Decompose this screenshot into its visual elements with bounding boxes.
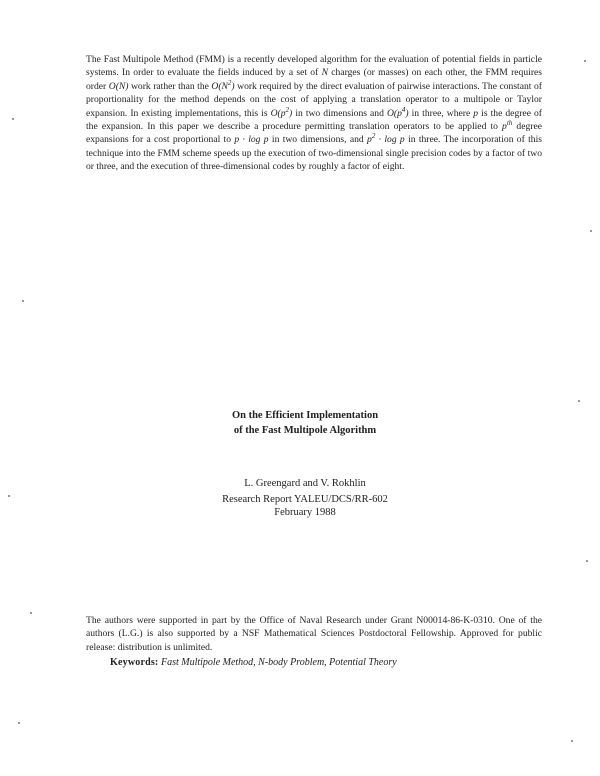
- keywords-line: [110, 656, 550, 669]
- abstract-text-6: in three, where: [411, 107, 471, 119]
- scan-speck: [22, 300, 24, 302]
- scan-speck: [578, 400, 580, 402]
- math-p-log-p: p · log p: [234, 134, 269, 146]
- abstract-text-10: in three. The incorporation of this technique into the FMM scheme speeds up the execution of two-dimensional single precision codes by a factor of two or three, and the execution of three-dimensional codes by roughly a factor of eight.: [86, 134, 542, 173]
- title-line-2: of the Fast Multipole Algorithm: [233, 424, 377, 436]
- scan-speck: [571, 740, 573, 742]
- scan-speck: [8, 495, 10, 497]
- abstract-text-3: work rather than the: [131, 80, 209, 92]
- author-block: [160, 477, 450, 520]
- scan-speck: [590, 230, 592, 232]
- author-names: L. Greengard and V. Rokhlin: [244, 478, 366, 489]
- abstract-text-7: is the degree of the expansion. In this paper we describe a procedure permitting translation operators to be applied to: [86, 107, 542, 133]
- report-number: Research Report YALEU/DCS/RR-602: [222, 493, 388, 505]
- math-order-N2: $O(N^2)$: [211, 78, 235, 92]
- abstract-text-8: degree expansions for a cost proportional to: [86, 121, 542, 146]
- math-p: p: [473, 107, 479, 119]
- scan-speck: [30, 612, 32, 614]
- math-order-p4: $O(p^4)$: [386, 105, 409, 119]
- math-p2-log-p: $p^2 \cdot \log p$: [367, 132, 405, 146]
- abstract-paragraph: [86, 53, 542, 174]
- scan-speck: [586, 560, 588, 562]
- keywords-label: Keywords:: [110, 657, 159, 668]
- keywords-list: Fast Multipole Method, N-body Problem, Potential Theory: [160, 657, 397, 668]
- scan-speck: [12, 118, 14, 120]
- scan-speck: [18, 722, 20, 724]
- title-line-1: On the Efficient Implementation: [231, 410, 379, 421]
- abstract-text-4: work required by the direct evaluation of pairwise interactions. The constant of proportionality for the method depends on the cost of applying a translation operator to a multipole or Taylor expansion. In existing implementations, this is: [86, 80, 542, 119]
- math-N: N: [321, 67, 328, 79]
- math-order-p2: $O(p^2)$: [270, 105, 293, 119]
- paper-title: [160, 409, 450, 438]
- scan-speck: [584, 60, 586, 62]
- abstract-text-5: in two dimensions and: [295, 107, 384, 119]
- abstract-text-2: charges (or masses) on each other, the FMM requires order: [86, 67, 543, 92]
- math-order-N: O(N): [108, 80, 129, 92]
- math-p-th: $p^{th}$: [502, 118, 513, 133]
- report-date: February 1988: [274, 507, 336, 518]
- abstract-text-9: in two dimensions, and: [271, 134, 364, 146]
- abstract-text-1: The Fast Multipole Method (FMM) is a recently developed algorithm for the evaluation of potential fields in particle systems. In order to evaluate the fields induced by a set of: [86, 54, 542, 79]
- funding-footnote: The authors were supported in part by the Office of Naval Research under Grant N00014-86-K-0310. One of the authors (L.G.) is also supported by a NSF Mathematical Sciences Postdoctoral Fellowship. Approved for public release: distribution is unlimited.: [86, 615, 542, 653]
